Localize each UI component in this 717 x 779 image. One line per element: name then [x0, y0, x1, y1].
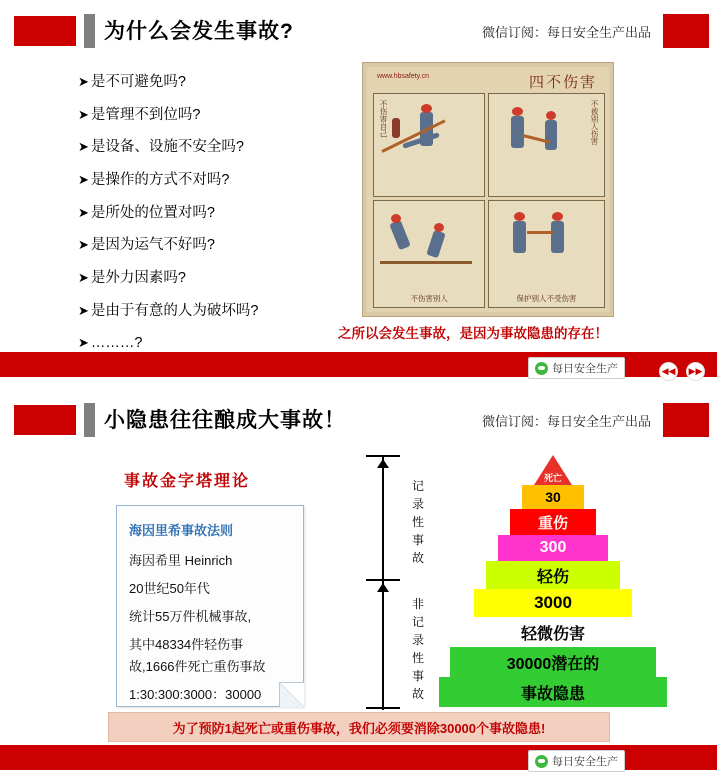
wechat-badge[interactable]: [528, 750, 625, 772]
severity-axis: [360, 455, 440, 710]
card-line: 故,1666件死亡重伤事故: [129, 659, 266, 674]
accident-pyramid-chart: [438, 455, 668, 710]
pyramid-level-5: [474, 589, 632, 617]
pyramid-level-4: [486, 561, 620, 589]
chevron-right-icon: ➤: [78, 335, 89, 351]
poster-cell-2-label: 不被别人伤害: [590, 100, 599, 145]
pyramid-level-label-1: 30: [545, 489, 561, 505]
list-item: [78, 139, 368, 156]
wechat-label: 每日安全生产: [552, 363, 618, 375]
subscribe-text: 微信订阅：每日安全生产出品: [481, 25, 651, 40]
axis-label-bottom: 非记录性事故: [411, 597, 424, 701]
slide-accident-causes: [0, 0, 717, 389]
page-title: 小隐患往往酿成大事故！: [104, 409, 346, 432]
list-item-label: 是外力因素吗?: [90, 270, 186, 287]
pyramid-level-1: [522, 485, 584, 509]
bullet-list: [78, 74, 368, 368]
card-line: 其中48334件轻伤事: [129, 637, 244, 652]
poster-cell-1-label: 不伤害自己: [379, 100, 388, 138]
four-no-harm-poster: [362, 62, 614, 317]
chevron-right-icon: ➤: [78, 237, 89, 253]
axis-arrow-up-2: [377, 583, 389, 592]
card-line: 海因希里 Heinrich: [129, 553, 233, 568]
axis-cap-bottom: [366, 707, 400, 709]
slide-nav[interactable]: [659, 362, 705, 381]
list-item: [78, 335, 368, 352]
poster-cell-1: [373, 93, 485, 197]
list-item: [78, 205, 368, 222]
heinrich-law-card: [116, 505, 304, 707]
list-item: [78, 303, 368, 320]
poster-grid: [373, 93, 603, 306]
header-red-block-right: [663, 14, 709, 48]
poster-url: www.hbsafety.cn: [377, 73, 430, 80]
pyramid-level-label-8: 事故隐患: [520, 685, 585, 703]
list-item-label: 是不可避免吗?: [90, 74, 186, 90]
pyramid-level-label-3: 300: [539, 539, 567, 556]
pyramid-level-6: [462, 617, 644, 647]
card-line: 20世纪50年代: [129, 581, 210, 596]
wechat-icon: [535, 362, 548, 375]
poster-cell-3-caption: 不伤害别人: [410, 294, 448, 303]
pyramid-level-label-5: 3000: [534, 593, 572, 612]
header-red-block-left: [14, 16, 76, 46]
conclusion-banner: 为了预防1起死亡或重伤事故，我们必须要消除30000个事故隐患!: [108, 712, 610, 742]
chevron-right-icon: ➤: [78, 270, 89, 286]
chevron-right-icon: ➤: [78, 302, 89, 318]
header-gray-bar: [84, 403, 95, 437]
pyramid-level-2: [510, 509, 596, 535]
pyramid-level-3: [498, 535, 608, 561]
header-red-block-right: [663, 403, 709, 437]
list-item-label: 是因为运气不好吗?: [90, 237, 215, 254]
page-title: 为什么会发生事故?: [104, 20, 294, 43]
slide2-header: [0, 389, 717, 445]
list-item: [78, 74, 368, 91]
next-button[interactable]: ▶▶: [686, 362, 705, 381]
pyramid-level-label-0: 死亡: [543, 473, 563, 483]
theory-title: 事故金字塔理论: [124, 473, 251, 490]
pyramid-level-8: [439, 677, 667, 707]
list-item-label: 是管理不到位吗?: [90, 106, 201, 123]
list-item-label: 是设备、设施不安全吗?: [90, 139, 244, 156]
pyramid-level-7: [450, 647, 656, 677]
card-heading: 海因里希事故法则: [129, 523, 234, 538]
list-item: [78, 270, 368, 287]
list-item-label: 是所处的位置对吗?: [90, 204, 215, 221]
poster-cell-4: [488, 200, 605, 309]
slide1-red-caption: 之所以会发生事故，是因为事故隐患的存在！: [338, 326, 608, 341]
poster-cell-2: [488, 93, 605, 197]
list-item-label: 是由于有意的人为破坏吗?: [90, 302, 259, 319]
poster-cell-4-caption: 保护别人不受伤害: [516, 294, 577, 303]
list-item: [78, 107, 368, 124]
poster-inner: [367, 67, 609, 312]
card-line: 1:30:300:3000：30000: [129, 687, 262, 702]
header-red-block-left: [14, 405, 76, 435]
chevron-right-icon: ➤: [78, 139, 89, 155]
wechat-icon: [535, 755, 548, 768]
chevron-right-icon: ➤: [78, 204, 89, 220]
chevron-right-icon: ➤: [78, 74, 89, 89]
poster-cell-3: [373, 200, 485, 309]
axis-label-top: 记录性事故: [411, 479, 424, 565]
chevron-right-icon: ➤: [78, 106, 89, 122]
pyramid-level-label-7: 30000潜在的: [506, 655, 600, 673]
list-item: [78, 172, 368, 189]
prev-button[interactable]: ◀◀: [659, 362, 678, 381]
slide1-header: [0, 0, 717, 56]
axis-cap-mid: [366, 579, 400, 581]
axis-cap-top: [366, 455, 400, 457]
pyramid-level-label-6: 轻微伤害: [520, 625, 585, 643]
pyramid-level-label-4: 轻伤: [536, 568, 569, 586]
pyramid-level-label-2: 重伤: [537, 514, 568, 532]
chevron-right-icon: ➤: [78, 172, 89, 188]
wechat-label: 每日安全生产: [552, 756, 618, 768]
list-item-label: ………?: [90, 335, 143, 352]
wechat-badge[interactable]: [528, 357, 625, 379]
axis-arrow-up: [377, 459, 389, 468]
subscribe-text: 微信订阅：每日安全生产出品: [481, 414, 651, 429]
card-line: 统计55万件机械事故,: [129, 609, 252, 624]
list-item-label: 是操作的方式不对吗?: [90, 172, 230, 189]
list-item: [78, 237, 368, 254]
poster-title: 四不伤害: [528, 73, 597, 91]
header-gray-bar: [84, 14, 95, 48]
